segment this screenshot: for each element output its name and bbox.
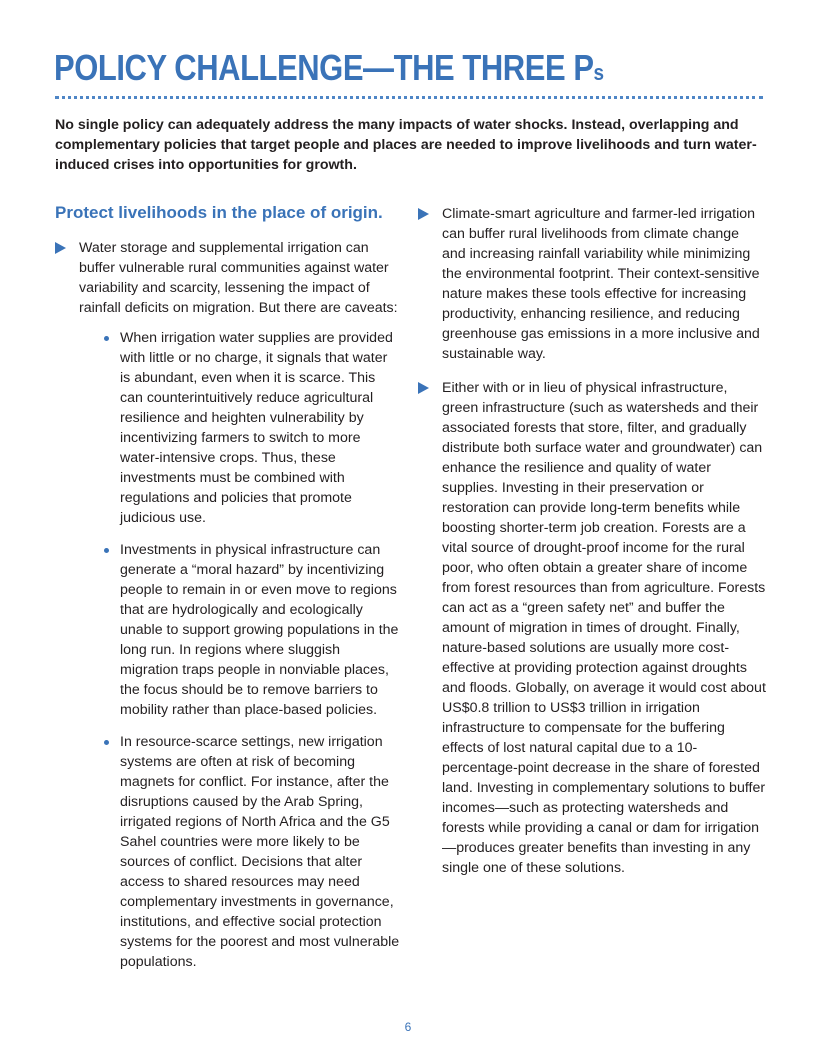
arrow-list-item-text: Water storage and supplemental irrigation can buffer vulnerable rural communities against water variability and scarcity, lessening the impact of rainfall deficits on migration. But there are caveats: — [79, 240, 398, 316]
triangle-bullet-icon — [55, 242, 66, 254]
arrow-list-item — [418, 378, 766, 878]
left-column — [55, 200, 400, 984]
right-column — [418, 204, 766, 890]
sub-bullet-item — [79, 540, 400, 720]
sub-bullet-item — [79, 328, 400, 528]
page-title-main: POLICY CHALLENGE—THE THREE P — [54, 47, 594, 88]
arrow-list-item — [418, 204, 766, 364]
dot-bullet-icon — [104, 740, 109, 745]
page-title — [54, 46, 604, 95]
intro-paragraph: No single policy can adequately address the many impacts of water shocks. Instead, overlapping and complementary policies that target people and places are needed to improve livelihoods and turn water-induced crises into opportunities for growth. — [55, 117, 757, 173]
page-number: 6 — [404, 1020, 412, 1034]
section-subheading: Protect livelihoods in the place of origin. — [55, 203, 383, 222]
triangle-bullet-icon — [418, 382, 429, 394]
sub-bullet-text: Investments in physical infrastructure can generate a “moral hazard” by incentivizing people to remain in or even move to regions that are hydrologically and ecologically unable to support growing populations in the long run. In regions where sluggish migration traps people in nonviable places, the focus should be to remove barriers to mobility rather than place-based policies. — [120, 542, 399, 718]
page-title-suffix: s — [593, 60, 604, 85]
arrow-list-item-text: Climate-smart agriculture and farmer-led irrigation can buffer rural livelihoods from climate change and increasing rainfall variability while minimizing the environmental footprint. Their context-sensitive nature makes these tools effective for increasing productivity, enhancing resilience, and reducing greenhouse gas emissions in a more inclusive and sustainable way. — [442, 206, 760, 362]
dotted-divider — [55, 96, 763, 99]
triangle-bullet-icon — [418, 208, 429, 220]
arrow-list-item — [55, 238, 400, 972]
sub-bullet-item — [79, 732, 400, 972]
dot-bullet-icon — [104, 336, 109, 341]
sub-bullet-text: In resource-scarce settings, new irrigation systems are often at risk of becoming magnets for conflict. For instance, after the disruptions caused by the Arab Spring, irrigated regions of North Africa and the G5 Sahel countries were more likely to be sources of conflict. Decisions that alter access to shared resources may need complementary investments in governance, institutions, and effective social protection systems for the poorest and most vulnerable populations. — [120, 734, 400, 970]
sub-bullet-list — [79, 328, 400, 972]
dot-bullet-icon — [104, 548, 109, 553]
sub-bullet-text: When irrigation water supplies are provided with little or no charge, it signals that water is abundant, even when it is scarce. This can counterintuitively reduce agricultural resilience and heighten vulnerability by incentivizing farmers to switch to more water-intensive crops. Thus, these investments must be combined with regulations and policies that promote judicious use. — [120, 330, 393, 526]
arrow-list-item-text: Either with or in lieu of physical infrastructure, green infrastructure (such as watersheds and their associated forests that store, filter, and gradually distribute both surface water and groundwater) can enhance the resilience and quality of water supplies. Investing in their preservation or restoration can provide long-term benefits while boosting shorter-term job creation. Forests are a vital source of drought-proof income for the rural poor, who often obtain a greater share of income from forest resources than from agriculture. Forests can act as a “green safety net” and buffer the amount of migration in times of drought. Finally, nature-based solutions are usually more cost-effective at providing protection against droughts and floods. Globally, on average it would cost about US$0.8 trillion to US$3 trillion in irrigation infrastructure to compensate for the buffering effects of lost natural capital due to a 10-percentage-point decrease in the share of forested land. Investing in complementary solutions to buffer incomes—such as protecting watersheds and forests while providing a canal or dam for irrigation—produces greater benefits than investing in any single one of these solutions. — [442, 380, 766, 876]
